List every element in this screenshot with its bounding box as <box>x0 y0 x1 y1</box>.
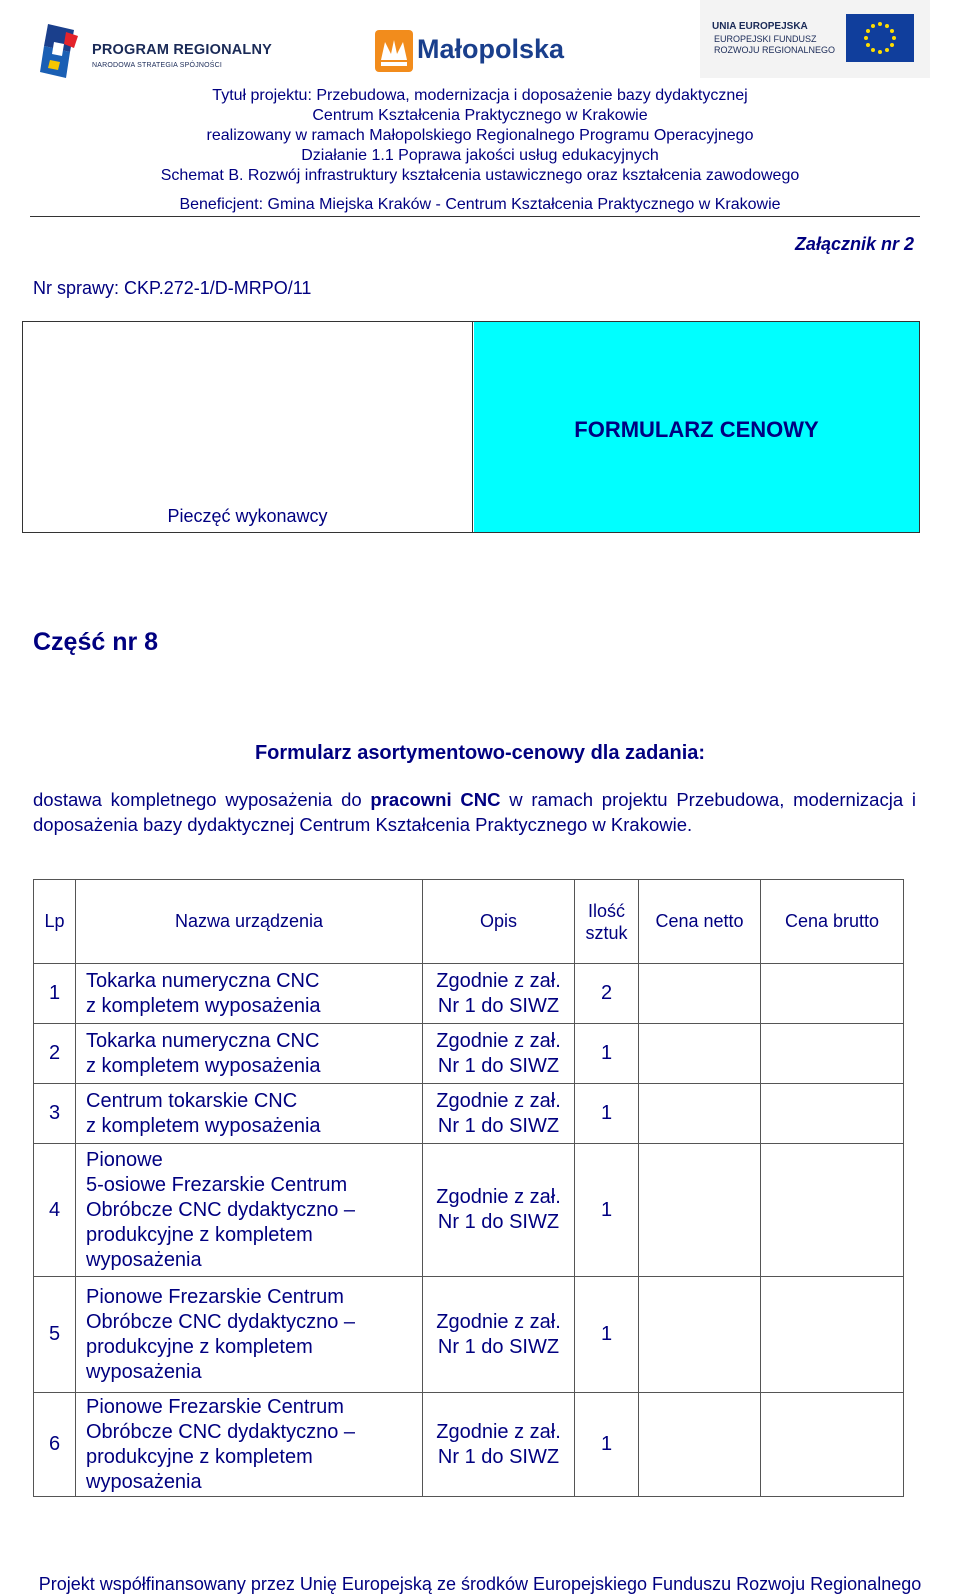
header-desc: Opis <box>423 880 575 964</box>
row-name-line: Pionowe <box>86 1148 163 1171</box>
malopolska-mark-icon <box>375 30 413 72</box>
row-lp: 6 <box>34 1393 76 1497</box>
row-desc-line: Nr 1 do SIWZ <box>437 1114 560 1137</box>
program-regionalny-subtitle: NARODOWA STRATEGIA SPÓJNOŚCI <box>92 62 223 69</box>
eu-line3: ROZWOJU REGIONALNEGO <box>714 45 836 55</box>
row-desc-line: Zgodnie z zał. <box>436 1186 561 1208</box>
header-divider <box>30 216 920 217</box>
row-name <box>76 1144 423 1277</box>
header-qty-line1: Ilość <box>587 900 625 921</box>
row-lp: 4 <box>34 1144 76 1277</box>
table-row <box>34 964 904 1024</box>
row-name-line: z kompletem wyposażenia <box>86 1114 321 1137</box>
row-desc <box>423 1084 575 1144</box>
header-line-3: realizowany w ramach Małopolskiego Regionalnego Programu Operacyjnego <box>206 127 754 144</box>
task-description-end: w ramach projektu Przebudowa, modernizacja i doposażenia bazy dydaktycznej Centrum Kształcenia Praktycznego w Krakowie. <box>33 789 916 835</box>
row-desc <box>423 1393 575 1497</box>
table-row <box>34 1084 904 1144</box>
row-gross-price <box>761 1084 904 1144</box>
table-row <box>34 1277 904 1393</box>
task-description-start: dostawa kompletnego wyposażenia do <box>33 789 371 810</box>
malopolska-name: Małopolska <box>417 34 565 64</box>
header-line-2: Centrum Kształcenia Praktycznego w Krakowie <box>312 107 648 124</box>
program-regionalny-mark-icon <box>40 22 82 82</box>
row-desc-line: Zgodnie z zał. <box>436 1420 561 1443</box>
row-net-price <box>639 1084 761 1144</box>
form-title: FORMULARZ CENOWY <box>574 417 819 442</box>
row-qty: 2 <box>575 964 639 1024</box>
row-net-price <box>639 964 761 1024</box>
row-name-line: Centrum tokarskie CNC <box>86 1089 298 1112</box>
stamp-label: Pieczęć wykonawcy <box>167 506 328 526</box>
row-desc-line: Nr 1 do SIWZ <box>437 1445 560 1468</box>
program-regionalny-name: PROGRAM REGIONALNY <box>92 42 273 58</box>
row-name <box>76 1277 423 1393</box>
eu-line1: UNIA EUROPEJSKA <box>712 21 808 32</box>
row-name-line: z kompletem wyposażenia <box>86 1054 321 1077</box>
row-name <box>76 1393 423 1497</box>
row-net-price <box>639 1024 761 1084</box>
table-row <box>34 1024 904 1084</box>
row-desc-line: Nr 1 do SIWZ <box>437 1211 560 1233</box>
row-name <box>76 1024 423 1084</box>
row-desc <box>423 1277 575 1393</box>
row-gross-price <box>761 1277 904 1393</box>
part-heading: Część nr 8 <box>33 628 159 656</box>
table-header-row <box>34 880 904 964</box>
row-name-line: produkcyjne z kompletem <box>86 1445 313 1468</box>
row-name-line: 5-osiowe Frezarskie Centrum <box>86 1173 348 1196</box>
header-qty <box>575 880 639 964</box>
row-desc <box>423 1024 575 1084</box>
row-name-line: Pionowe Frezarskie Centrum <box>86 1285 344 1308</box>
annex-label: Załącznik nr 2 <box>794 234 914 254</box>
row-name-line: Obróbcze CNC dydaktyczno – <box>86 1420 356 1443</box>
stamp-box <box>22 321 920 533</box>
eu-logo <box>700 0 930 78</box>
header-net: Cena netto <box>639 880 761 964</box>
task-description-bold: pracowni CNC <box>370 789 501 810</box>
row-lp: 5 <box>34 1277 76 1393</box>
row-name-line: wyposażenia <box>86 1360 202 1383</box>
case-number: Nr sprawy: CKP.272-1/D-MRPO/11 <box>33 278 312 298</box>
row-name-line: wyposażenia <box>86 1470 202 1493</box>
row-name <box>76 964 423 1024</box>
row-desc-line: Zgodnie z zał. <box>436 1029 561 1052</box>
malopolska-logo <box>375 30 575 74</box>
table-row <box>34 1144 904 1277</box>
row-name <box>76 1084 423 1144</box>
row-name-line: produkcyjne z kompletem <box>86 1223 313 1246</box>
row-gross-price <box>761 1144 904 1277</box>
task-description <box>33 787 916 837</box>
row-net-price <box>639 1144 761 1277</box>
header-line-5: Schemat B. Rozwój infrastruktury kształcenia ustawicznego oraz kształcenia zawodowego <box>160 167 800 184</box>
row-name-line: Pionowe Frezarskie Centrum <box>86 1395 344 1418</box>
items-table <box>33 879 904 1497</box>
header-name: Nazwa urządzenia <box>76 880 423 964</box>
form-subtitle: Formularz asortymentowo-cenowy dla zadania: <box>254 742 706 764</box>
row-desc <box>423 964 575 1024</box>
beneficiary-line: Beneficjent: Gmina Miejska Kraków - Centrum Kształcenia Praktycznego w Krakowie <box>179 196 781 213</box>
header-lp: Lp <box>34 880 76 964</box>
row-gross-price <box>761 1393 904 1497</box>
row-qty: 1 <box>575 1024 639 1084</box>
row-net-price <box>639 1393 761 1497</box>
form-title-area <box>474 322 919 532</box>
row-name-line: Obróbcze CNC dydaktyczno – <box>86 1198 356 1221</box>
row-gross-price <box>761 964 904 1024</box>
row-qty: 1 <box>575 1144 639 1277</box>
row-qty: 1 <box>575 1277 639 1393</box>
row-gross-price <box>761 1024 904 1084</box>
eu-flag-icon <box>846 14 914 62</box>
header-gross: Cena brutto <box>761 880 904 964</box>
row-lp: 2 <box>34 1024 76 1084</box>
row-desc <box>423 1144 575 1277</box>
footer-cofinancing: Projekt współfinansowany przez Unię Europejską ze środków Europejskiego Funduszu Rozwoju Regionalnego <box>38 1574 922 1594</box>
program-regionalny-logo <box>40 22 273 84</box>
eu-line2: EUROPEJSKI FUNDUSZ <box>714 34 817 44</box>
row-net-price <box>639 1277 761 1393</box>
row-name-line: Obróbcze CNC dydaktyczno – <box>86 1310 356 1333</box>
row-lp: 3 <box>34 1084 76 1144</box>
row-lp: 1 <box>34 964 76 1024</box>
row-desc-line: Nr 1 do SIWZ <box>437 1335 560 1358</box>
row-desc-line: Zgodnie z zał. <box>436 1089 561 1112</box>
row-name-line: Tokarka numeryczna CNC <box>86 1029 320 1052</box>
row-qty: 1 <box>575 1393 639 1497</box>
row-name-line: produkcyjne z kompletem <box>86 1335 313 1358</box>
row-name-line: z kompletem wyposażenia <box>86 994 321 1017</box>
row-desc-line: Nr 1 do SIWZ <box>437 1054 560 1077</box>
row-desc-line: Zgodnie z zał. <box>436 1310 561 1333</box>
stamp-area <box>23 322 473 532</box>
row-desc-line: Zgodnie z zał. <box>436 969 561 992</box>
table-row <box>34 1393 904 1497</box>
row-desc-line: Nr 1 do SIWZ <box>437 994 560 1017</box>
row-qty: 1 <box>575 1084 639 1144</box>
row-name-line: Tokarka numeryczna CNC <box>86 969 320 992</box>
header-line-4: Działanie 1.1 Poprawa jakości usług edukacyjnych <box>301 147 659 164</box>
header-line-1: Tytuł projektu: Przebudowa, modernizacja i doposażenie bazy dydaktycznej <box>212 87 748 104</box>
header-qty-line2: sztuk <box>585 922 628 943</box>
row-name-line: wyposażenia <box>86 1248 202 1271</box>
